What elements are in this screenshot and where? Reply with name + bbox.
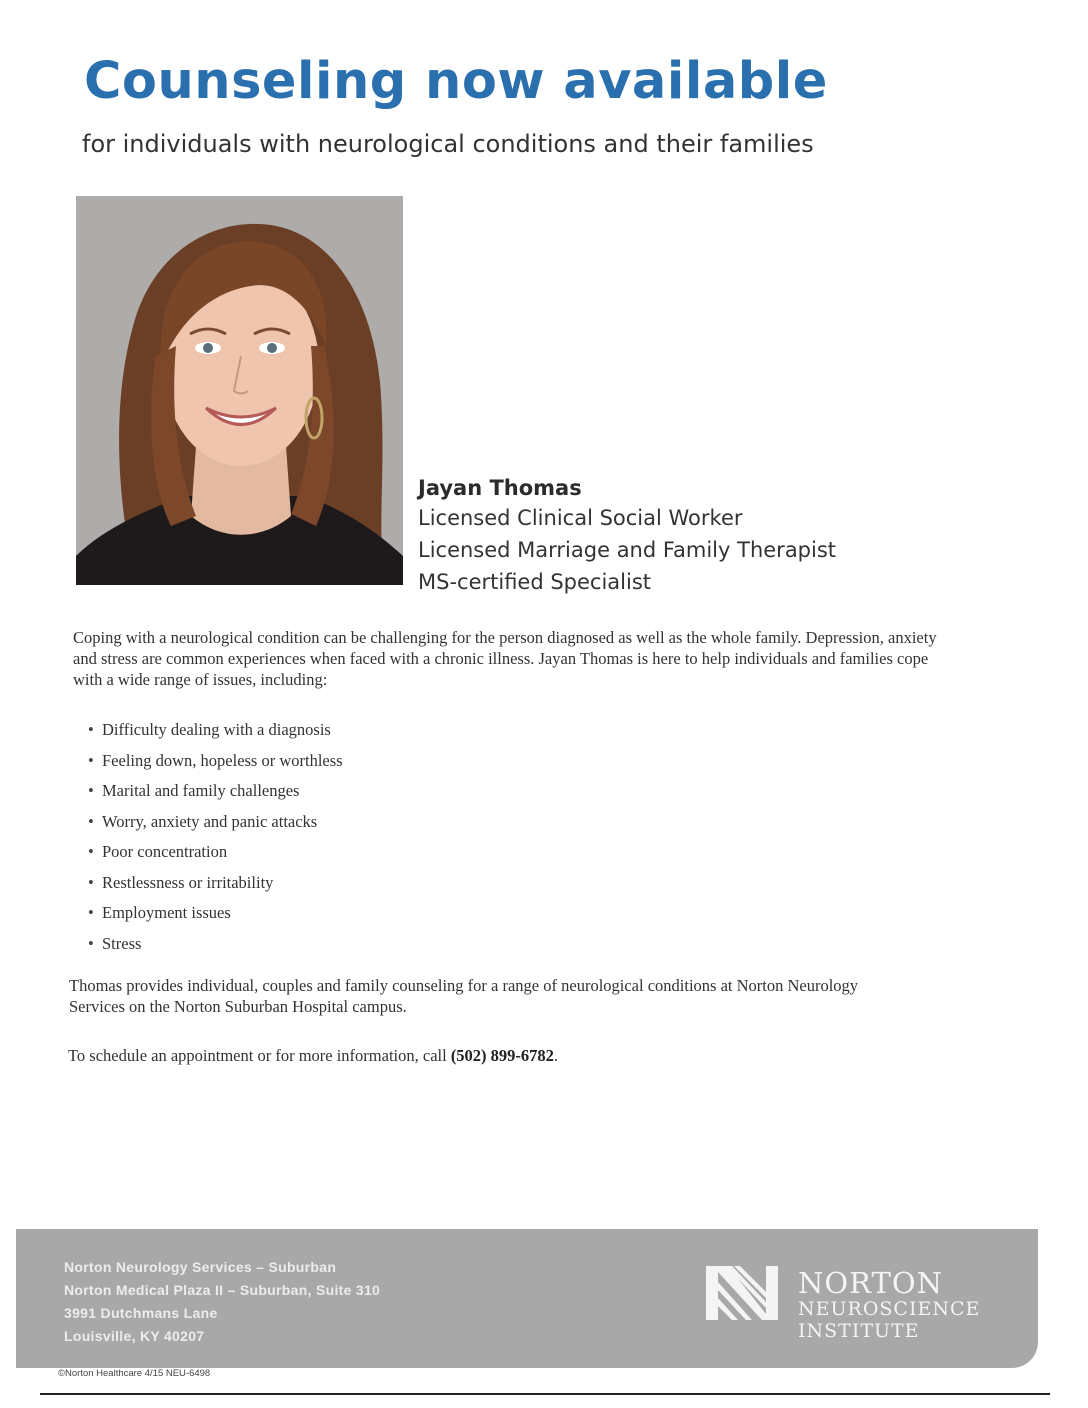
list-item [88, 901, 343, 932]
phone-number: (502) 899-6782 [450, 1046, 554, 1065]
issue-text: Worry, anxiety and panic attacks [102, 811, 318, 831]
address-line-3: 3991 Dutchmans Lane [64, 1305, 218, 1321]
norton-logo [706, 1266, 1006, 1356]
norton-mark-icon [706, 1266, 778, 1320]
contact-prefix: To schedule an appointment or for more information, call [68, 1046, 451, 1065]
credential-1: Licensed Clinical Social Worker [418, 506, 743, 530]
bullet-icon: • [88, 720, 94, 739]
list-item [88, 749, 343, 780]
issue-text: Feeling down, hopeless or worthless [102, 750, 343, 770]
services-paragraph: Thomas provides individual, couples and family counseling for a range of neurological conditions at Norton Neurology Services on the Norton Suburban Hospital campus. [69, 976, 859, 1016]
list-item [88, 718, 343, 749]
therapist-bio [418, 474, 836, 598]
issue-text: Stress [102, 933, 142, 953]
portrait-photo [76, 196, 403, 585]
logo-name: NORTON [798, 1266, 943, 1300]
logo-line-3: INSTITUTE [798, 1320, 920, 1342]
bullet-icon: • [88, 842, 94, 861]
logo-line-2: NEUROSCIENCE [798, 1298, 981, 1320]
credential-2: Licensed Marriage and Family Therapist [418, 538, 837, 562]
issue-text: Marital and family challenges [102, 781, 300, 800]
page-edge-line [40, 1393, 1050, 1395]
address-line-1: Norton Neurology Services – Suburban [64, 1259, 337, 1275]
issues-list [88, 718, 343, 962]
credential-3: MS-certified Specialist [418, 570, 652, 594]
therapist-name: Jayan Thomas [418, 476, 582, 500]
address-line-2: Norton Medical Plaza II – Suburban, Suite 310 [64, 1282, 381, 1298]
logo-wordmark [798, 1268, 980, 1342]
page-subtitle: for individuals with neurological conditions and their families [82, 130, 814, 158]
list-item [88, 871, 343, 902]
contact-suffix: . [553, 1046, 559, 1065]
bullet-icon: • [88, 903, 94, 922]
contact-line [68, 1045, 868, 1066]
issue-text: Poor concentration [102, 842, 228, 861]
address-line-4: Louisville, KY 40207 [64, 1328, 205, 1344]
intro-paragraph: Coping with a neurological condition can be challenging for the person diagnosed as well as the whole family. Depression, anxiety and stress are common experiences when faced with a chronic illness. Jayan Thomas is here to help individuals and families cope with a wide range of issues, including: [73, 628, 937, 689]
bullet-icon: • [88, 872, 94, 892]
issue-text: Employment issues [102, 903, 231, 922]
issue-text: Restlessness or irritability [102, 872, 274, 892]
list-item [88, 840, 343, 871]
copyright-notice: ©Norton Healthcare 4/15 NEU-6498 [58, 1368, 211, 1379]
issue-text: Difficulty dealing with a diagnosis [102, 720, 331, 739]
bullet-icon: • [88, 933, 94, 953]
page-title: Counseling now available [84, 52, 828, 111]
address-block [64, 1256, 380, 1348]
list-item [88, 932, 343, 963]
bullet-icon: • [88, 781, 94, 800]
bullet-icon: • [88, 811, 94, 831]
list-item [88, 779, 343, 810]
bullet-icon: • [88, 750, 94, 770]
list-item [88, 810, 343, 841]
footer-band [16, 1229, 1038, 1368]
